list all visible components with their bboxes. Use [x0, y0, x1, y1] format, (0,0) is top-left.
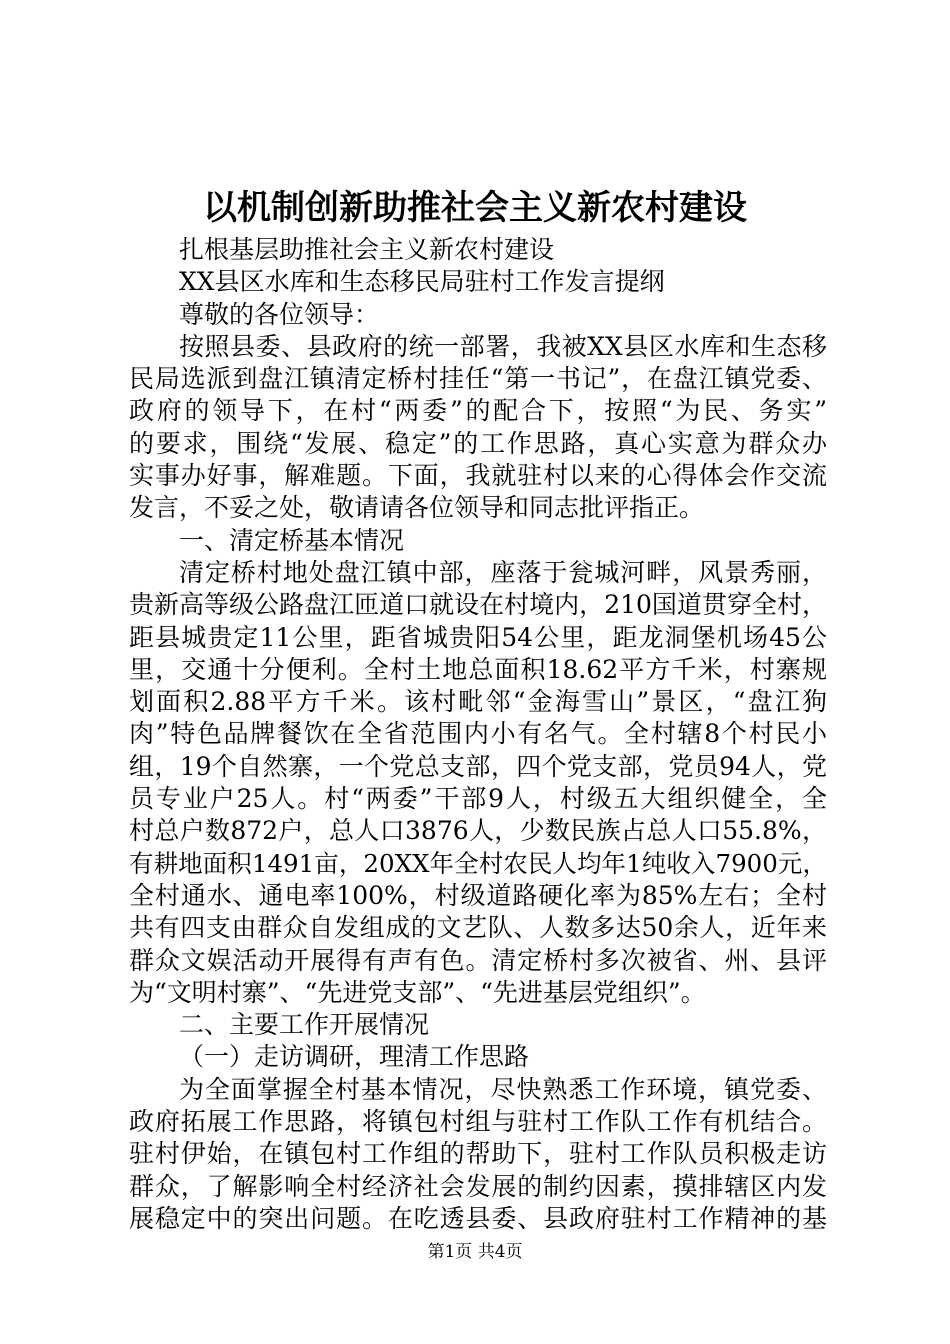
body-text-line: 组，19个自然寨，一个党总支部，四个党支部，党员94人，党 [129, 751, 827, 781]
body-text-line: 全村通水、通电率100%，村级道路硬化率为85%左右；全村 [129, 880, 827, 910]
body-text-line: 民局选派到盘江镇清定桥村挂任“第一书记”，在盘江镇党委、 [129, 364, 827, 394]
body-text-line: 员专业户25人。村“两委”干部9人，村级五大组织健全，全 [129, 784, 827, 814]
body-text-line: 群众文娱活动开展得有声有色。清定桥村多次被省、州、县评 [129, 945, 827, 975]
body-text-line: 里，交通十分便利。全村土地总面积18.62平方千米，村寨规 [129, 654, 827, 684]
document-body [129, 234, 827, 1235]
body-text-line: 有耕地面积1491亩，20XX年全村农民人均年1纯收入7900元， [129, 848, 827, 878]
body-text-line: 清定桥村地处盘江镇中部，座落于瓮城河畔，风景秀丽， [179, 557, 827, 587]
body-text-line: 划面积2.88平方千米。该村毗邻“金海雪山”景区，“盘江狗 [129, 687, 827, 717]
body-text-line: 的要求，围绕“发展、稳定”的工作思路，真心实意为群众办 [129, 428, 827, 458]
body-text-line: 贵新高等级公路盘江匝道口就设在村境内，210国道贯穿全村， [129, 590, 827, 620]
body-text-line: 村总户数872户，总人口3876人，少数民族占总人口55.8%， [129, 816, 827, 846]
body-text-line: （一）走访调研，理清工作思路 [179, 1042, 530, 1072]
body-text-line: 按照县委、县政府的统一部署，我被XX县区水库和生态移 [179, 331, 827, 361]
page-footer: 第1页 共4页 [427, 1242, 523, 1262]
body-text-line: 肉”特色品牌餐饮在全省范围内小有名气。全村辖8个村民小 [129, 719, 827, 749]
body-text-line: 为“文明村寨”、“先进党支部”、“先进基层党组织”。 [129, 977, 706, 1007]
body-text-line: XX县区水库和生态移民局驻村工作发言提纲 [179, 267, 665, 297]
body-text-line: 共有四支由群众自发组成的文艺队、人数多达50余人，近年来 [129, 913, 827, 943]
body-text-line: 尊敬的各位领导： [179, 299, 380, 329]
body-text-line: 政府的领导下，在村“两委”的配合下，按照“为民、务实” [129, 396, 827, 426]
body-text-line: 距县城贵定11公里，距省城贵阳54公里，距龙洞堡机场45公 [129, 622, 827, 652]
body-text-line: 展稳定中的突出问题。在吃透县委、县政府驻村工作精神的基 [129, 1203, 827, 1233]
body-text-line: 一、清定桥基本情况 [179, 525, 405, 555]
body-text-line: 扎根基层助推社会主义新农村建设 [179, 235, 555, 264]
body-text-line: 群众，了解影响全村经济社会发展的制约因素，摸排辖区内发 [129, 1171, 827, 1201]
document-title: 以机制创新助推社会主义新农村建设 [203, 188, 747, 228]
body-text-line: 驻村伊始，在镇包村工作组的帮助下，驻村工作队员积极走访 [129, 1139, 827, 1169]
body-text-line: 实事办好事，解难题。下面，我就驻村以来的心得体会作交流 [129, 461, 827, 491]
body-text-line: 发言，不妥之处，敬请请各位领导和同志批评指正。 [129, 493, 705, 523]
body-text-line: 为全面掌握全村基本情况，尽快熟悉工作环境，镇党委、 [179, 1074, 827, 1104]
body-text-line: 政府拓展工作思路，将镇包村组与驻村工作队工作有机结合。 [129, 1107, 827, 1137]
body-text-line: 二、主要工作开展情况 [179, 1010, 430, 1040]
